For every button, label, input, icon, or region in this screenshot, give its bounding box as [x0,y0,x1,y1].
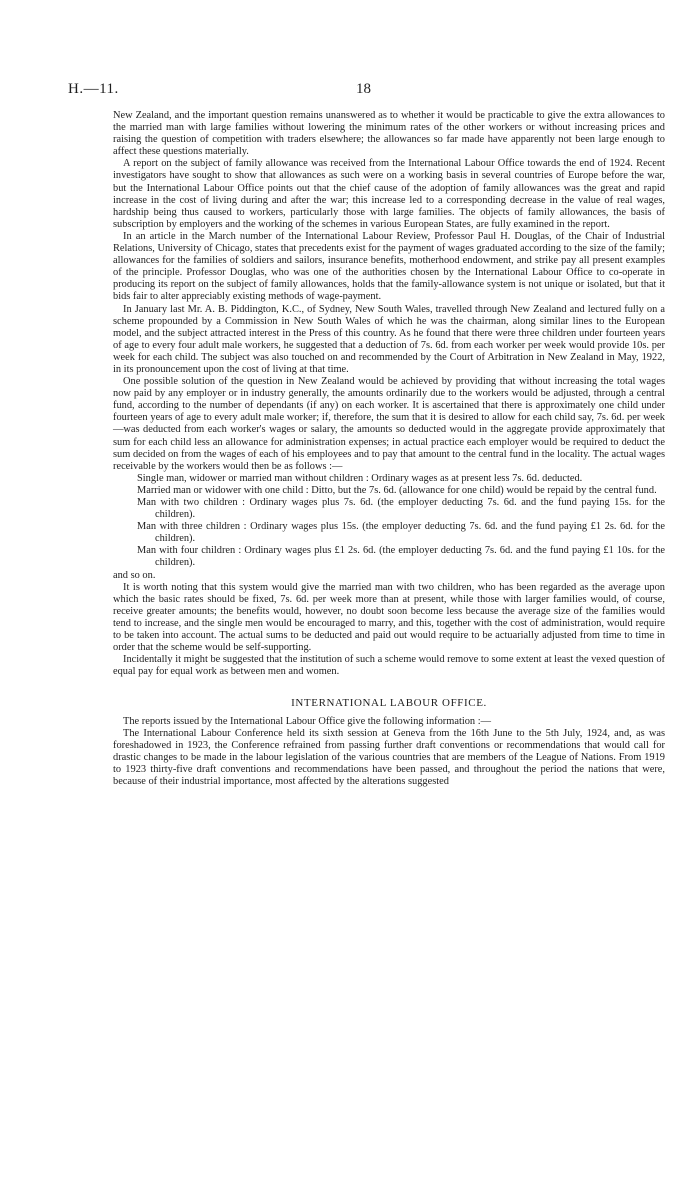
page-header [68,81,668,103]
section-heading: INTERNATIONAL LABOUR OFFICE. [291,697,487,710]
document-reference: H.—11. [68,81,119,97]
wage-scale-list [113,473,665,570]
wage-scale-item: Man with three children : Ordinary wages plus 15s. (the employer deducting 7s. 6d. and the fund paying £1 2s. 6d. for the children). [137,521,665,545]
paragraph: In January last Mr. A. B. Piddington, K.C., of Sydney, New South Wales, travelled through New Zealand and lectured fully on a scheme propounded by a Commission in New South Wales of which he was the chairman, along similar lines to the European model, and the subject attracted interest in the Press of this country. As he found that there were three children under fourteen years of age to every four adult male workers, he suggested that a deduction of 7s. 6d. from each worker per week would provide 10s. per week for each child. The subject was also touched on and recommended by the Court of Arbitration in New Zealand in May, 1922, in its pronouncement upon the cost of living at that time. [113,303,665,375]
wage-scale-item: Man with two children : Ordinary wages plus 7s. 6d. (the employer deducting 7s. 6d. and the fund paying 15s. for the children). [137,497,665,521]
paragraph: The International Labour Conference held its sixth session at Geneva from the 16th June to the 5th July, 1924, and, as was foreshadowed in 1923, the Conference refrained from passing further draft conventions or recommendations that would call for drastic changes to be made in the labour legislation of the various countries that are members of the League of Nations. From 1919 to 1923 thirty-five draft conventions and recommendations have been passed, and throughout the period the nations that were, because of their industrial importance, most affected by the alterations suggested [113,727,665,787]
page-number: 18 [356,81,371,97]
wage-scale-item: Married man or widower with one child : Ditto, but the 7s. 6d. (allowance for one child) would be repaid by the central fund. [137,484,657,496]
paragraph: In an article in the March number of the International Labour Review, Professor Paul H. Douglas, of the Chair of Industrial Relations, University of Chicago, states that precedents exist for the payment of wages graduated according to the size of the family; allowances for the families of soldiers and sailors, insurance benefits, motherhood endowment, and strike pay all present examples of the principle. Professor Douglas, who was one of the authorities chosen by the International Labour Office to co-operate in producing its report on the subject of family allowances, holds that the family-allowance system is not unique or isolated, but that it bids fair to alter appreciably existing methods of wage-payment. [113,230,665,303]
wage-scale-item: Single man, widower or married man without children : Ordinary wages as at present less 7s. 6d. deducted. [137,472,583,484]
paragraph: A report on the subject of family allowance was received from the International Labour Office towards the end of 1924. Recent investigators have sought to show that allowances as such were on a working basis in several countries of Europe before the war, but the International Labour Office points out that the chief cause of the adoption of family allowances was the great and rapid increase in the cost of living during and after the war; this increase led to a corresponding decrease in the value of real wages, hardship being thus caused to workers, particularly those with large families. The objects of family allowances, the basis of subscription by employers and the working of the schemes in various European States, are fully examined in the report. [113,158,665,230]
list-continuation: and so on. [113,569,156,581]
wage-scale-item: Man with four children : Ordinary wages plus £1 2s. 6d. (the employer deducting 7s. 6d. and the fund paying £1 10s. for the children). [137,545,665,569]
paragraph: Incidentally it might be suggested that the institution of such a scheme would remove to some extent at least the vexed question of equal pay for equal work as between men and women. [113,654,665,678]
paragraph: One possible solution of the question in New Zealand would be achieved by providing that without increasing the total wages now paid by any employer or in industry generally, the amounts ordinarily due to the workers would be adjusted, through a central fund, according to the number of dependants (if any) on each worker. It is ascertained that there is approximately one child under fourteen years of age to every adult male worker; if, therefore, the sum that it is desired to allow for each child say, 7s. 6d. per week—was deducted from each worker's wages or salary, the amounts so deducted would in the aggregate provide approximately that sum for each child less an allowance for administration expenses; in actual practice each employer would be required to deduct the sum decided on from the wages of each of his employees and to pay that amount to the central fund in the locality. The actual wages receivable by the workers would then be as follows :— [113,376,665,472]
paragraph: The reports issued by the International Labour Office give the following information :— [123,715,491,727]
body-text [113,110,665,788]
paragraph: New Zealand, and the important question remains unanswered as to whether it would be practicable to give the extra allowances to the married man with large families without lowering the minimum rates of the other workers or without increasing prices and raising the question of competition with traders elsewhere; the allowances so far made have apparently not been large enough to affect these questions materially. [113,110,665,158]
paragraph: It is worth noting that this system would give the married man with two children, who has been regarded as the average upon which the basic rates should be fixed, 7s. 6d. per week more than at present, while those with larger families would, of course, receive greater amounts; the benefits would, however, no doubt soon become less because the average size of the families would tend to increase, and the single men would be encouraged to marry, and this, together with the cost of administration, would require to be taken into account. The actual sums to be deducted and paid out would require to be actuarially adjusted from time to time in order that the scheme would be self-supporting. [113,581,665,654]
